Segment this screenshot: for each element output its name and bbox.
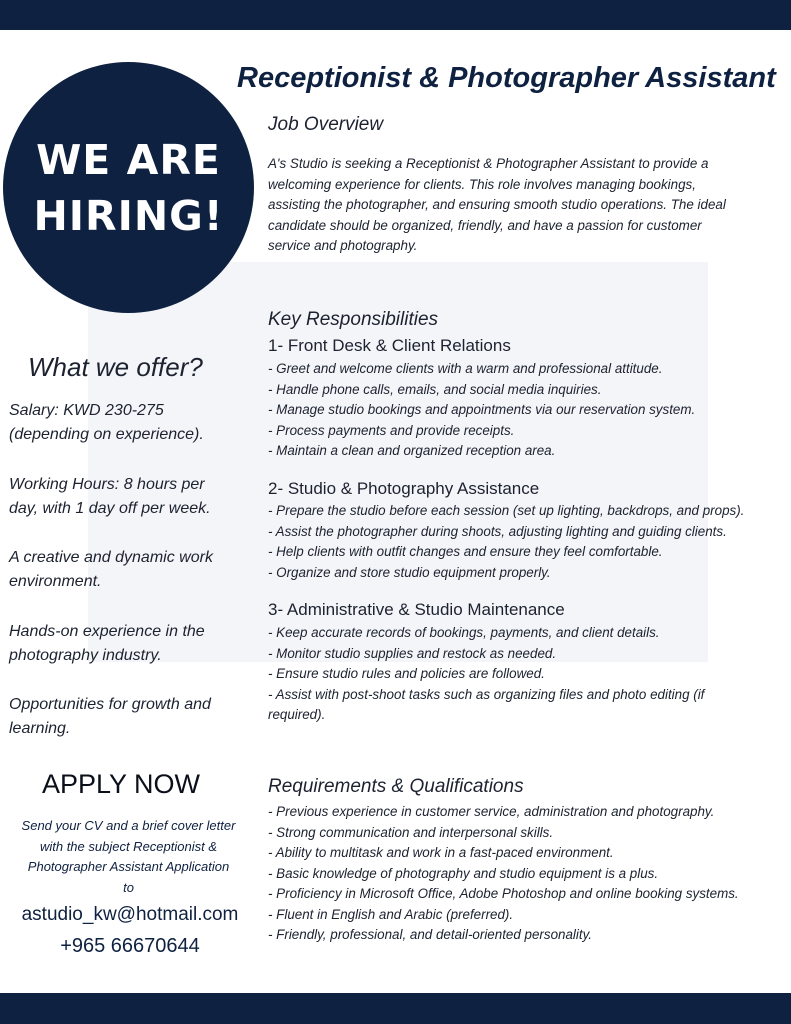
offer-growth xyxy=(9,693,254,741)
offer-line: environment. xyxy=(9,573,102,590)
requirements-list xyxy=(268,802,788,946)
overview-line: welcoming experience for clients. This role involves managing bookings, xyxy=(268,176,696,192)
section-studio-assistance-title: 2- Studio & Photography Assistance xyxy=(268,479,540,498)
hiring-line-1: WE ARE xyxy=(36,135,221,184)
front-desk-list xyxy=(268,359,788,462)
overview-line: service and photography. xyxy=(268,238,418,253)
section-administrative-title: 3- Administrative & Studio Maintenance xyxy=(268,600,565,619)
list-item: - Assist with post-shoot tasks such as organizing files and photo editing (if xyxy=(268,686,705,702)
administrative-list xyxy=(268,623,788,726)
list-item: - Keep accurate records of bookings, payments, and client details. xyxy=(268,625,660,640)
requirements-heading: Requirements & Qualifications xyxy=(268,776,524,797)
list-item: - Organize and store studio equipment properly. xyxy=(268,564,551,580)
list-item: - Ensure studio rules and policies are followed. xyxy=(268,666,545,681)
offer-line: A creative and dynamic work xyxy=(9,549,213,566)
apply-line: Photographer Assistant Application xyxy=(27,859,230,874)
list-item: required). xyxy=(268,707,326,722)
offer-experience xyxy=(9,620,254,668)
bottom-banner-bar xyxy=(0,993,791,1024)
list-item: - Fluent in English and Arabic (preferred). xyxy=(268,906,514,922)
list-item: - Monitor studio supplies and restock as needed. xyxy=(268,645,557,661)
offer-line: Opportunities for growth and xyxy=(9,696,211,713)
list-item: - Assist the photographer during shoots, adjusting lighting and guiding clients. xyxy=(268,523,727,539)
list-item: - Basic knowledge of photography and studio equipment is a plus. xyxy=(268,865,659,881)
apply-line: with the subject Receptionist & xyxy=(39,838,218,854)
list-item: - Strong communication and interpersonal skills. xyxy=(268,824,554,840)
apply-instructions xyxy=(6,816,251,898)
hiring-line-2: HIRING! xyxy=(33,191,224,240)
list-item: - Ability to multitask and work in a fast-paced environment. xyxy=(268,845,614,860)
list-item: - Process payments and provide receipts. xyxy=(268,422,515,438)
offer-salary xyxy=(9,399,254,447)
apply-line: to xyxy=(123,879,134,895)
overview-line: candidate should be organized, friendly, and have a passion for customer xyxy=(268,217,702,233)
offer-line: photography industry. xyxy=(9,647,162,664)
overview-line: assisting the photographer, and ensuring smooth studio operations. The ideal xyxy=(268,197,726,212)
offer-line: learning. xyxy=(9,720,71,737)
offer-working-hours xyxy=(9,473,254,521)
what-we-offer-heading: What we offer? xyxy=(28,352,203,382)
offer-line: Hands-on experience in the xyxy=(9,623,205,640)
list-item: - Prepare the studio before each session (set up lighting, backdrops, and props). xyxy=(268,503,745,518)
list-item: - Previous experience in customer service, administration and photography. xyxy=(268,804,715,819)
job-title: Receptionist & Photographer Assistant xyxy=(237,62,776,94)
list-item: - Proficiency in Microsoft Office, Adobe Photoshop and online booking systems. xyxy=(268,886,739,901)
section-front-desk-title: 1- Front Desk & Client Relations xyxy=(268,336,511,355)
apply-line: Send your CV and a brief cover letter xyxy=(21,818,236,833)
job-overview-text xyxy=(268,154,778,257)
offer-line: day, with 1 day off per week. xyxy=(9,500,211,517)
offer-line: Salary: KWD 230-275 xyxy=(9,402,164,419)
contact-phone[interactable]: +965 66670644 xyxy=(60,935,200,957)
key-responsibilities-heading: Key Responsibilities xyxy=(268,309,439,330)
list-item: - Friendly, professional, and detail-oriented personality. xyxy=(268,927,593,942)
list-item: - Greet and welcome clients with a warm and professional attitude. xyxy=(268,361,663,376)
list-item: - Handle phone calls, emails, and social media inquiries. xyxy=(268,381,602,397)
overview-line: A's Studio is seeking a Receptionist & Photographer Assistant to provide a xyxy=(268,156,709,171)
offer-environment xyxy=(9,546,254,594)
list-item: - Help clients with outfit changes and ensure they feel comfortable. xyxy=(268,544,663,559)
job-overview-heading: Job Overview xyxy=(268,114,384,135)
list-item: - Maintain a clean and organized reception area. xyxy=(268,443,556,458)
studio-assistance-list xyxy=(268,501,788,583)
list-item: - Manage studio bookings and appointments via our reservation system. xyxy=(268,402,696,417)
top-banner-bar xyxy=(0,0,791,30)
apply-now-heading: APPLY NOW xyxy=(42,769,201,799)
offer-line: (depending on experience). xyxy=(9,426,204,443)
offer-line: Working Hours: 8 hours per xyxy=(9,476,205,493)
hiring-badge xyxy=(3,62,254,313)
contact-email[interactable]: astudio_kw@hotmail.com xyxy=(21,904,239,925)
